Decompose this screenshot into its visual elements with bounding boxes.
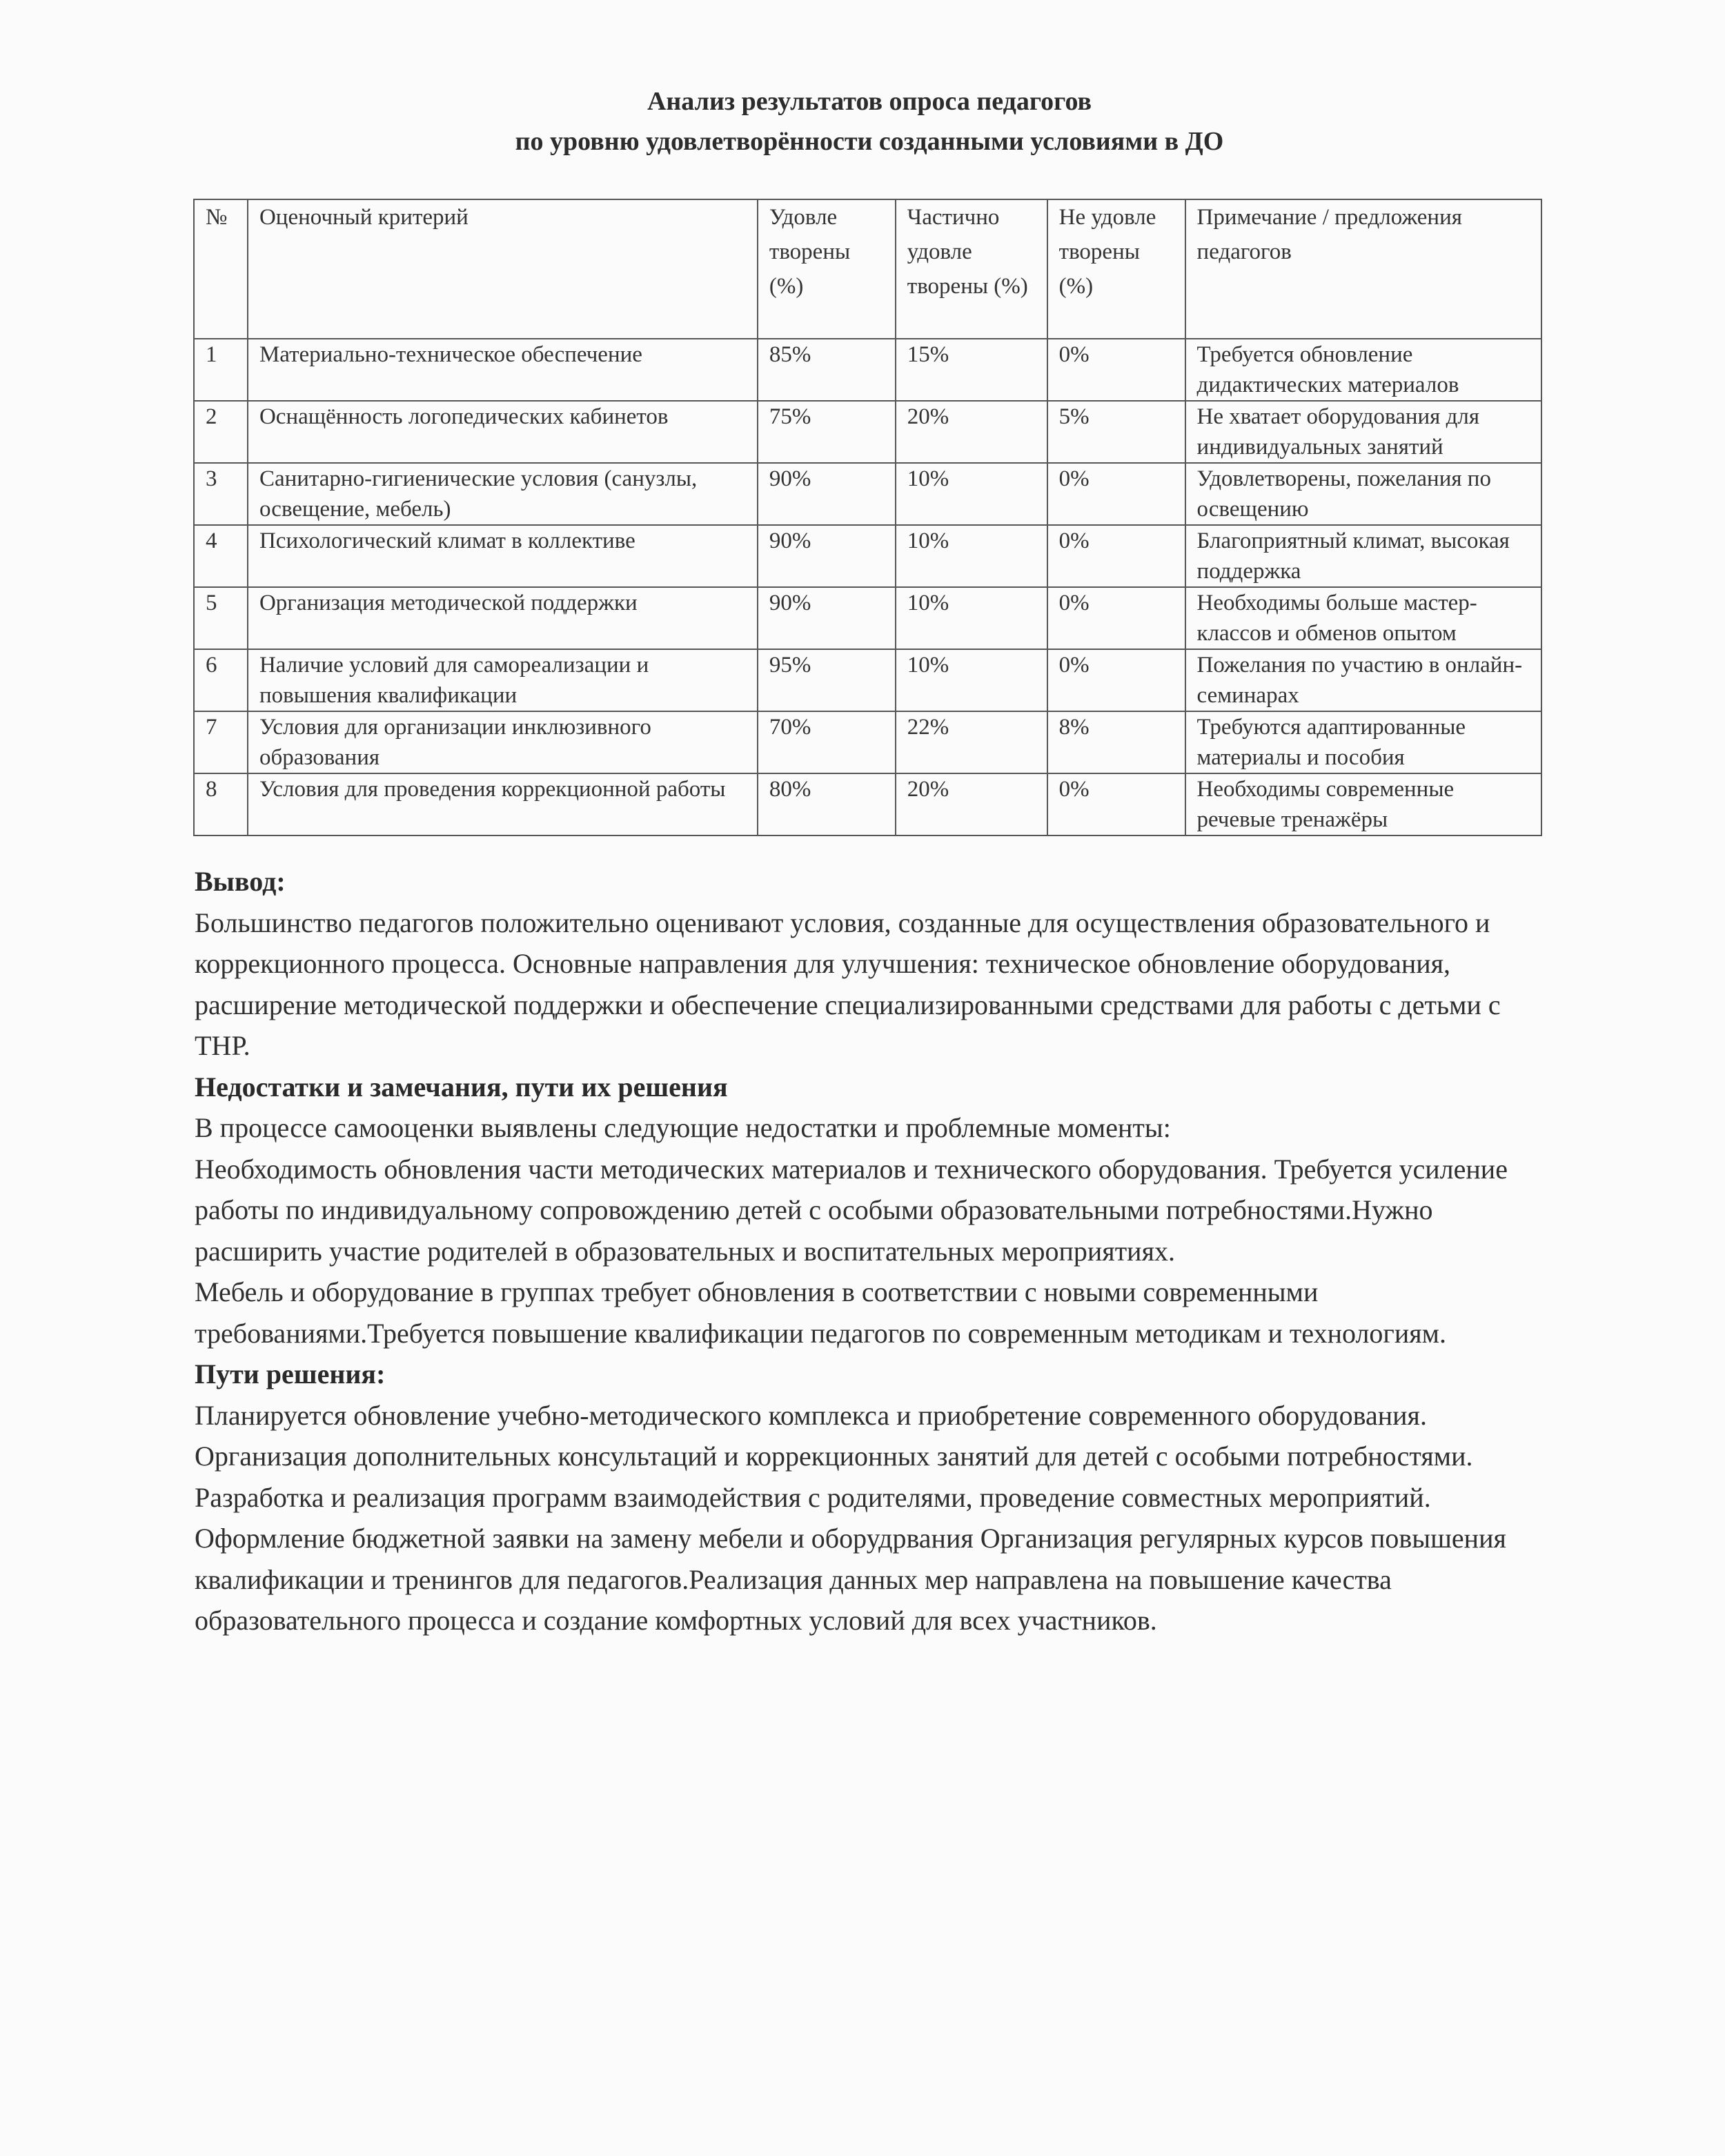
cell-criterion: Условия для организации инклюзивного образования bbox=[248, 711, 758, 773]
table-row bbox=[194, 711, 1541, 773]
header-criterion: Оценочный критерий bbox=[248, 199, 758, 339]
cell-partial: 20% bbox=[896, 401, 1047, 463]
cell-note: Пожелания по участию в онлайн-семинарах bbox=[1185, 649, 1541, 711]
cell-satisfied: 90% bbox=[758, 525, 896, 587]
cell-partial: 10% bbox=[896, 649, 1047, 711]
table-row bbox=[194, 649, 1541, 711]
cell-partial: 10% bbox=[896, 525, 1047, 587]
cell-satisfied: 80% bbox=[758, 773, 896, 835]
cell-note: Необходимы современные речевые тренажёры bbox=[1185, 773, 1541, 835]
table-row bbox=[194, 587, 1541, 649]
shortcomings-paragraph-1: Необходимость обновления части методических материалов и технического оборудования. Требуется усиление работы по индивидуальному сопровождению детей с особыми образовательными потребностями.Нужно расширить участие родителей в образовательных и воспитательных мероприятиях. bbox=[195, 1153, 1508, 1267]
cell-satisfied: 70% bbox=[758, 711, 896, 773]
cell-num: 5 bbox=[194, 587, 248, 649]
table-row bbox=[194, 339, 1541, 401]
cell-num: 4 bbox=[194, 525, 248, 587]
cell-not-satisfied: 0% bbox=[1047, 773, 1185, 835]
header-not-satisfied: Не удовле творены (%) bbox=[1047, 199, 1185, 339]
title-line-2: по уровню удовлетворённости созданными условиями в ДО bbox=[515, 127, 1224, 156]
cell-partial: 20% bbox=[896, 773, 1047, 835]
cell-criterion: Наличие условий для самореализации и повышения квалификации bbox=[248, 649, 758, 711]
cell-satisfied: 95% bbox=[758, 649, 896, 711]
cell-partial: 15% bbox=[896, 339, 1047, 401]
cell-satisfied: 90% bbox=[758, 587, 896, 649]
cell-criterion: Санитарно-гигиенические условия (санузлы, освещение, мебель) bbox=[248, 463, 758, 525]
table-row bbox=[194, 401, 1541, 463]
header-partial: Частично удовле творены (%) bbox=[896, 199, 1047, 339]
cell-criterion: Психологический климат в коллективе bbox=[248, 525, 758, 587]
conclusion-text: Большинство педагогов положительно оценивают условия, созданные для осуществления образовательного и коррекционного процесса. Основные направления для улучшения: техническое обновление оборудования, расширение методической поддержки и обеспечение специализированными средствами для работы с детьми с ТНР. bbox=[195, 907, 1501, 1061]
cell-satisfied: 90% bbox=[758, 463, 896, 525]
cell-not-satisfied: 8% bbox=[1047, 711, 1185, 773]
cell-num: 1 bbox=[194, 339, 248, 401]
cell-note: Необходимы больше мастер-классов и обменов опытом bbox=[1185, 587, 1541, 649]
cell-not-satisfied: 0% bbox=[1047, 463, 1185, 525]
cell-not-satisfied: 0% bbox=[1047, 649, 1185, 711]
cell-note: Не хватает оборудования для индивидуальных занятий bbox=[1185, 401, 1541, 463]
solutions-heading: Пути решения: bbox=[195, 1358, 386, 1389]
shortcomings-intro: В процессе самооценки выявлены следующие недостатки и проблемные моменты: bbox=[195, 1112, 1171, 1143]
survey-results-table bbox=[193, 199, 1542, 836]
cell-num: 2 bbox=[194, 401, 248, 463]
conclusion-heading: Вывод: bbox=[195, 866, 286, 897]
cell-criterion: Материально-техническое обеспечение bbox=[248, 339, 758, 401]
shortcomings-heading: Недостатки и замечания, пути их решения bbox=[195, 1071, 728, 1102]
header-note: Примечание / предложения педагогов bbox=[1185, 199, 1541, 339]
table-row bbox=[194, 525, 1541, 587]
cell-not-satisfied: 0% bbox=[1047, 339, 1185, 401]
solutions-text: Планируется обновление учебно-методического комплекса и приобретение современного оборудования. Организация дополнительных консультаций и коррекционных занятий для детей с особыми потребностями. Разработка и реализация программ взаимодействия с родителями, проведение совместных мероприятий. Оформление бюджетной заявки на замену мебели и оборудрвания Организация регулярных курсов повышения квалификации и тренингов для педагогов.Реализация данных мер направлена на повышение качества образовательного процесса и создание комфортных условий для всех участников. bbox=[195, 1399, 1506, 1636]
cell-num: 3 bbox=[194, 463, 248, 525]
cell-not-satisfied: 0% bbox=[1047, 587, 1185, 649]
table-row bbox=[194, 773, 1541, 835]
cell-num: 8 bbox=[194, 773, 248, 835]
cell-satisfied: 75% bbox=[758, 401, 896, 463]
document-body bbox=[195, 861, 1547, 1641]
header-num: № bbox=[194, 199, 248, 339]
cell-satisfied: 85% bbox=[758, 339, 896, 401]
table-row bbox=[194, 463, 1541, 525]
cell-note: Благоприятный климат, высокая поддержка bbox=[1185, 525, 1541, 587]
cell-partial: 10% bbox=[896, 587, 1047, 649]
title-line-1: Анализ результатов опроса педагогов bbox=[647, 87, 1092, 116]
document-title bbox=[0, 81, 1725, 161]
cell-criterion: Условия для проведения коррекционной работы bbox=[248, 773, 758, 835]
cell-num: 7 bbox=[194, 711, 248, 773]
table-header-row bbox=[194, 199, 1541, 339]
cell-criterion: Оснащённость логопедических кабинетов bbox=[248, 401, 758, 463]
cell-note: Требуется обновление дидактических материалов bbox=[1185, 339, 1541, 401]
cell-not-satisfied: 5% bbox=[1047, 401, 1185, 463]
shortcomings-paragraph-2: Мебель и оборудование в группах требует обновления в соответствии с новыми современными требованиями.Требуется повышение квалификации педагогов по современным методикам и технологиям. bbox=[195, 1276, 1446, 1349]
cell-num: 6 bbox=[194, 649, 248, 711]
cell-note: Удовлетворены, пожелания по освещению bbox=[1185, 463, 1541, 525]
header-satisfied: Удовле творены (%) bbox=[758, 199, 896, 339]
cell-not-satisfied: 0% bbox=[1047, 525, 1185, 587]
cell-criterion: Организация методической поддержки bbox=[248, 587, 758, 649]
cell-partial: 10% bbox=[896, 463, 1047, 525]
cell-note: Требуются адаптированные материалы и пособия bbox=[1185, 711, 1541, 773]
cell-partial: 22% bbox=[896, 711, 1047, 773]
